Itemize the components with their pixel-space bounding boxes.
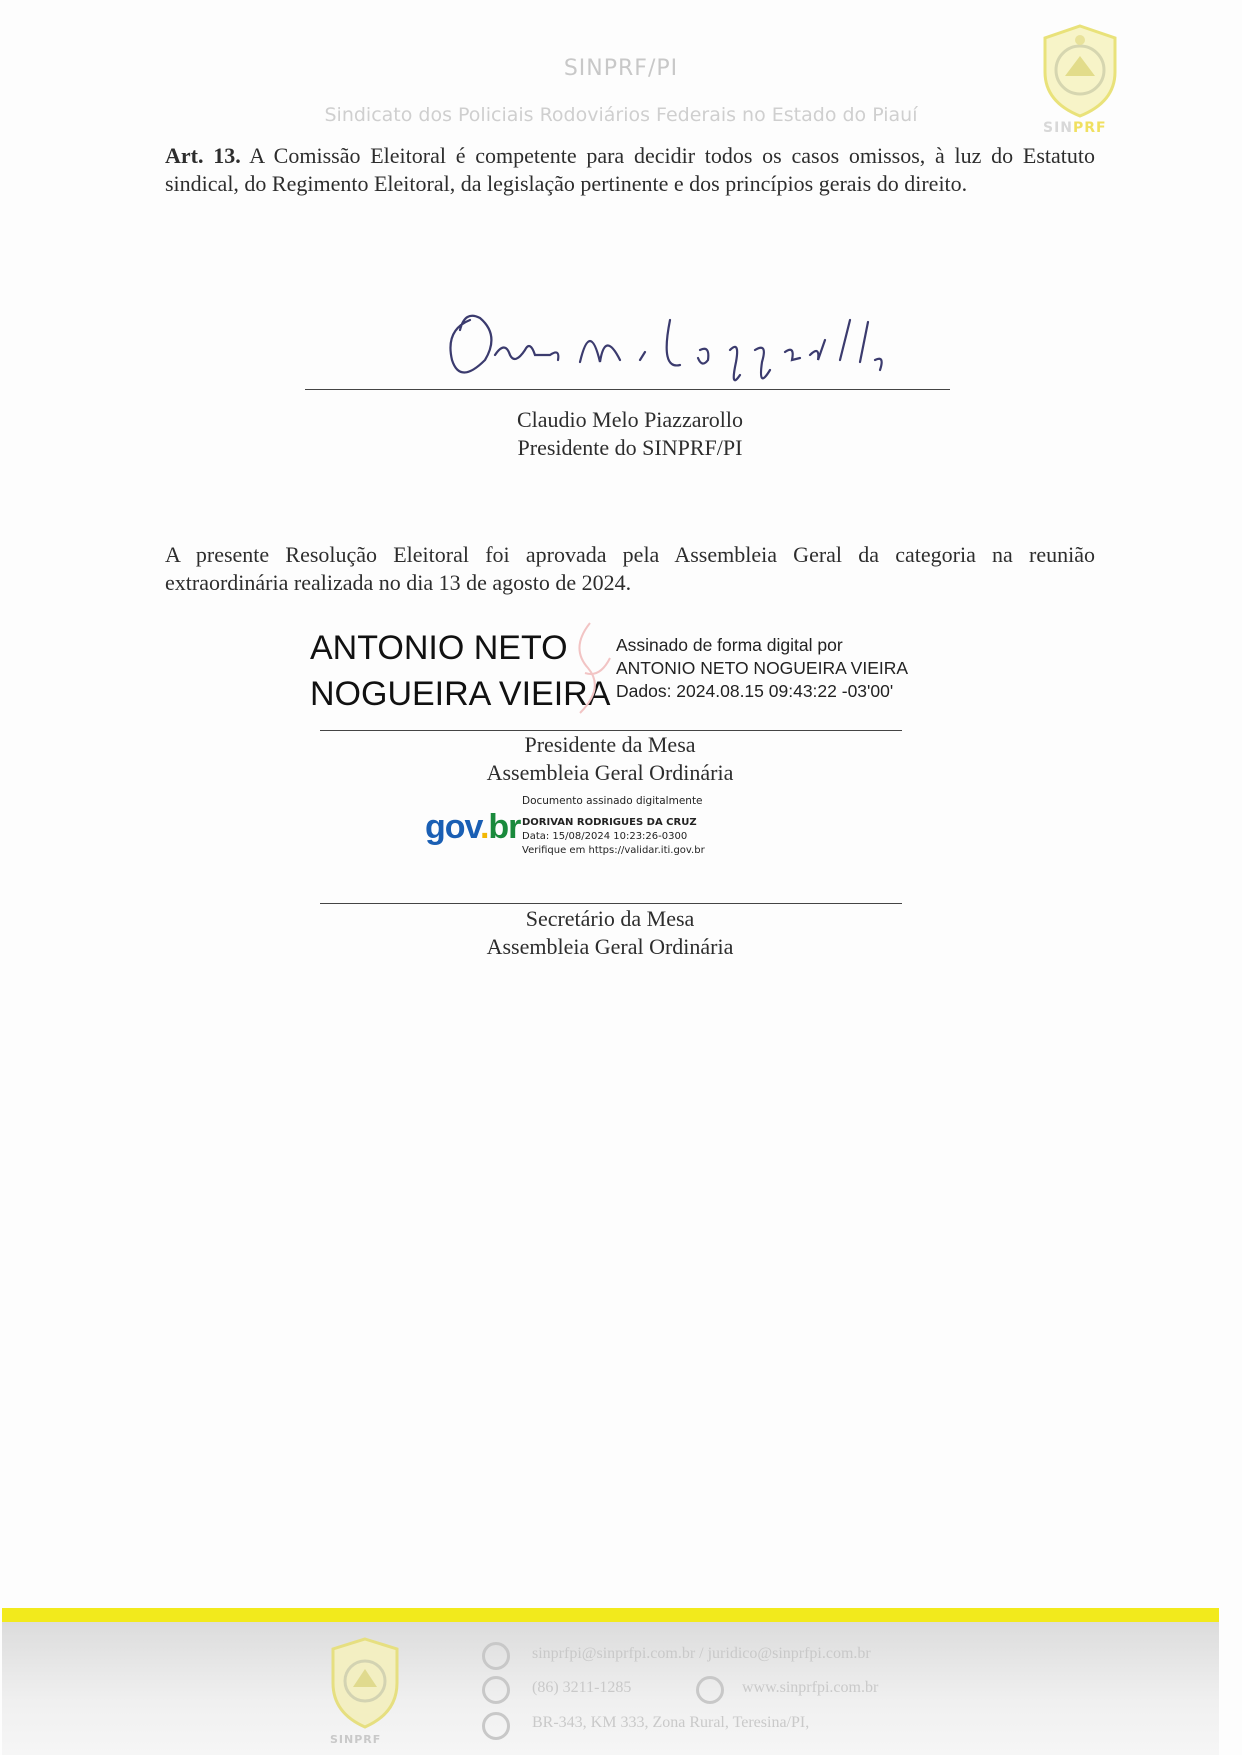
approval-paragraph: A presente Resolução Eleitoral foi aprovada pela Assembleia Geral da categoria na reunião extraordinária realizada no dia 13 de agosto de 2024.	[165, 542, 1095, 595]
web-icon	[696, 1676, 724, 1704]
footer-logo	[325, 1635, 405, 1750]
handwritten-signature	[440, 300, 900, 395]
digital-signature-name-line2: NOGUEIRA VIEIRA	[310, 675, 611, 713]
phone-icon	[482, 1676, 510, 1704]
footer-badge-icon	[325, 1635, 405, 1730]
signature-watermark-icon	[560, 618, 620, 718]
govbr-line1: Documento assinado digitalmente	[522, 795, 703, 807]
govbr-logo: gov.br	[425, 808, 521, 846]
article-13	[165, 142, 1095, 198]
govbr-date: Data: 15/08/2024 10:23:26-0300	[522, 831, 688, 842]
badge-icon	[1035, 20, 1125, 120]
email-icon	[482, 1642, 510, 1670]
article-text: A Comissão Eleitoral é competente para decidir todos os casos omissos, à luz do Estatuto sindical, do Regimento Eleitoral, da legislação pertinente e dos princípios gerais do direito.	[165, 143, 1095, 196]
footer-address: BR-343, KM 333, Zona Rural, Teresina/PI,	[532, 1714, 810, 1731]
footer-email[interactable]: sinprfpi@sinprfpi.com.br / juridico@sinprfpi.com.br	[532, 1645, 871, 1662]
footer-logo-label: SINPRF	[330, 1733, 382, 1746]
govbr-signer: DORIVAN RODRIGUES DA CRUZ	[522, 817, 697, 828]
sinprf-logo	[1035, 20, 1125, 140]
footer-accent-bar	[2, 1608, 1219, 1622]
digital-signature-info-line1: Assinado de forma digital por	[616, 635, 843, 655]
header-org: SINPRF/PI	[563, 56, 679, 81]
location-icon	[482, 1712, 510, 1740]
signatory-3	[360, 905, 860, 961]
govbr-verify: Verifique em https://validar.iti.gov.br	[522, 845, 705, 856]
signatory-2	[360, 731, 860, 787]
article-lead: Art. 13.	[165, 143, 241, 168]
logo-label: SINPRF	[1043, 120, 1107, 136]
signature-line-1	[305, 389, 950, 390]
signatory-1-name: Claudio Melo Piazzarollo	[516, 407, 744, 432]
digital-signature-info	[616, 634, 908, 703]
signatory-1-role: Presidente do SINPRF/PI	[517, 435, 743, 460]
header-subtitle: Sindicato dos Policiais Rodoviários Federais no Estado do Piauí	[324, 104, 918, 126]
signature-line-3	[320, 903, 902, 904]
govbr-signature-stamp	[422, 790, 757, 860]
signatory-2-body: Assembleia Geral Ordinária	[486, 760, 734, 785]
signatory-2-role: Presidente da Mesa	[524, 732, 696, 757]
signatory-3-body: Assembleia Geral Ordinária	[486, 934, 734, 959]
signatory-3-role: Secretário da Mesa	[525, 906, 695, 931]
digital-signature-info-line3: Dados: 2024.08.15 09:43:22 -03'00'	[616, 681, 894, 701]
signatory-1	[440, 406, 820, 462]
footer-phone[interactable]: (86) 3211-1285	[532, 1679, 632, 1696]
footer-website[interactable]: www.sinprfpi.com.br	[742, 1679, 879, 1696]
digital-signature-info-line2: ANTONIO NETO NOGUEIRA VIEIRA	[616, 658, 909, 678]
digital-signature-name-line1: ANTONIO NETO	[310, 629, 568, 667]
